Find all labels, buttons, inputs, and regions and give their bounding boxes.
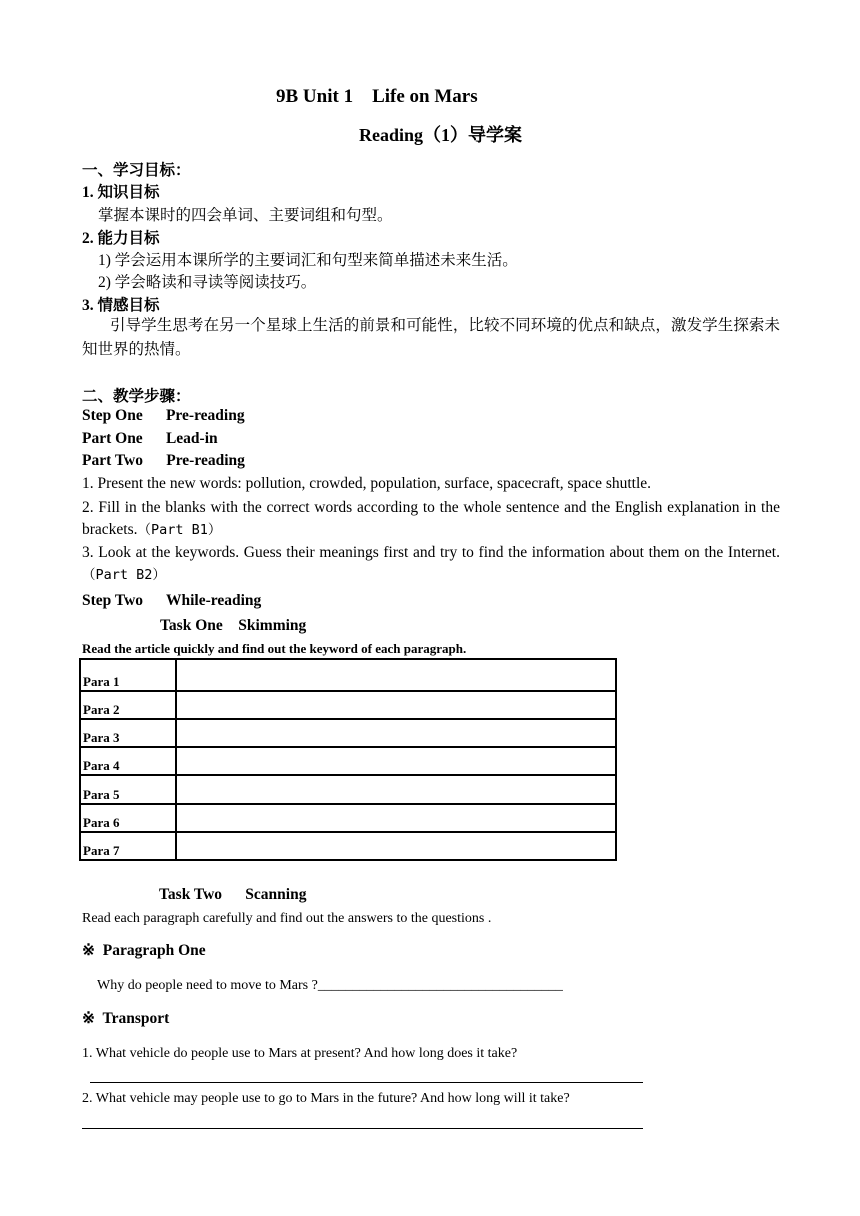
step-one-heading: Step One Pre-reading [82,407,245,424]
answer-line-2[interactable] [82,1128,643,1129]
para-label: Para 7 [80,832,176,860]
table-row [80,691,616,719]
keyword-input-cell[interactable] [176,804,616,832]
document-subtitle: Reading（1）导学案 [359,125,523,145]
goal1-heading: 1. 知识目标 [82,184,160,201]
goal1-text: 掌握本课时的四会单词、主要词组和句型。 [98,207,393,224]
step-item-3-ref: （Part B2） [82,567,166,583]
task-two-instruction: Read each paragraph carefully and find out the answers to the questions . [82,911,492,926]
task-two-heading: Task Two Scanning [159,886,307,903]
keyword-input-cell[interactable] [176,747,616,775]
step-item-2 [82,497,780,541]
table-row [80,832,616,860]
task-one-heading: Task One Skimming [160,617,307,634]
transport-question-1: 1. What vehicle do people use to Mars at present? And how long does it take? [82,1046,518,1061]
table-row [80,719,616,747]
step-item-2-ref: （Part B1） [137,522,222,538]
goal2-item-1: 1) 学会运用本课所学的主要词汇和句型来简单描述未来生活。 [98,252,518,269]
document-title: 9B Unit 1 Life on Mars [276,86,478,107]
step-item-3 [82,542,780,586]
goal2-item-2: 2) 学会略读和寻读等阅读技巧。 [98,274,317,291]
table-row [80,804,616,832]
keyword-input-cell[interactable] [176,691,616,719]
goal2-heading: 2. 能力目标 [82,230,160,247]
keyword-input-cell[interactable] [176,832,616,860]
para-label: Para 1 [80,659,176,691]
paragraph-one-question-text: Why do people need to move to Mars ? [97,978,318,993]
keyword-table [79,658,617,861]
part-one-heading: Part One Lead-in [82,430,218,447]
para-label: Para 5 [80,775,176,804]
table-row [80,747,616,775]
task-one-instruction: Read the article quickly and find out the keyword of each paragraph. [82,641,467,656]
step-two-heading: Step Two While-reading [82,592,262,609]
para-label: Para 3 [80,719,176,747]
table-row [80,659,616,691]
transport-heading: ※ Transport [82,1010,170,1027]
step-item-1: 1. Present the new words: pollution, crowded, population, surface, spacecraft, space shuttle. [82,475,652,492]
section2-heading: 二、教学步骤： [82,388,191,405]
para-label: Para 6 [80,804,176,832]
goal3-text: 引导学生思考在另一个星球上生活的前景和可能性，比较不同环境的优点和缺点，激发学生探索未知世界的热情。 [82,317,780,358]
section1-heading: 一、学习目标： [82,162,191,179]
keyword-input-cell[interactable] [176,659,616,691]
keyword-input-cell[interactable] [176,775,616,804]
step-item-2-text: 2. Fill in the blanks with the correct words according to the whole sentence and the English explanation in the brackets. [82,499,780,538]
keyword-input-cell[interactable] [176,719,616,747]
transport-question-2: 2. What vehicle may people use to go to Mars in the future? And how long will it take? [82,1091,570,1106]
para-label: Para 2 [80,691,176,719]
goal3-heading: 3. 情感目标 [82,297,160,314]
answer-blank[interactable]: ___________________________________ [317,978,563,993]
answer-line-1[interactable] [90,1082,643,1083]
part-two-heading: Part Two Pre-reading [82,452,245,469]
paragraph-one-question [97,978,563,994]
paragraph-one-heading: ※ Paragraph One [82,942,206,959]
step-item-3-text: 3. Look at the keywords. Guess their meanings first and try to find the information about them on the Internet. [82,544,780,561]
para-label: Para 4 [80,747,176,775]
table-row [80,775,616,804]
